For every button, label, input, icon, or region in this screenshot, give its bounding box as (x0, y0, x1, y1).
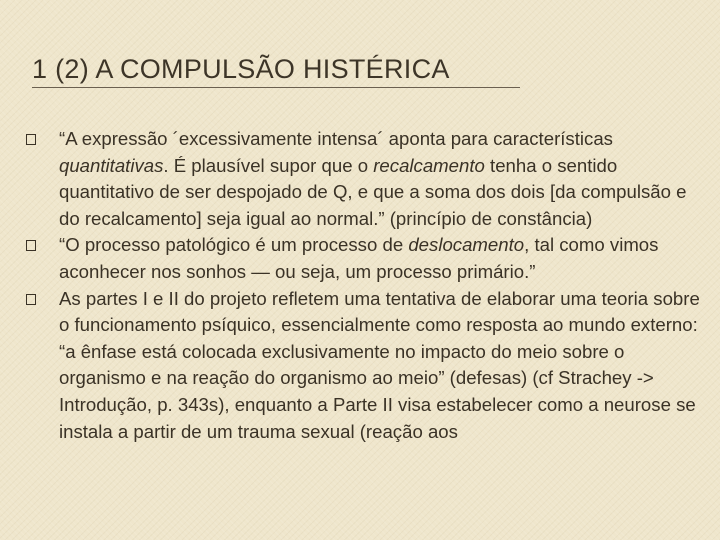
bullet-text: “A expressão ´excessivamente intensa´ aponta para características quantitativas. É plausível supor que o recalcamento tenha o sentido quantitativo de ser despojado de Q, e que a soma dos dois [da compulsão e do recalcamento] seja igual ao normal.” (princípio de constância) (59, 128, 687, 229)
square-bullet-icon (26, 134, 36, 145)
emphasis-text: deslocamento (408, 234, 525, 256)
slide-title: 1 (2) A COMPULSÃO HISTÉRICA (32, 54, 450, 84)
bullet-item (26, 286, 706, 446)
emphasis-text: quantitativas (59, 154, 164, 176)
bullet-item (26, 126, 706, 232)
square-bullet-icon (26, 240, 36, 251)
bullet-text: “O processo patológico é um processo de deslocamento, tal como vimos aconhecer nos sonhos — ou seja, um processo primário.” (59, 234, 659, 282)
bullet-text: As partes I e II do projeto refletem uma tentativa de elaborar uma teoria sobre o funcionamento psíquico, essencialmente como resposta ao mundo externo: “a ênfase está colocada exclusivamente no impacto do meio sobre o organismo e na reação do organismo ao meio” (defesas) (cf Strachey -> Introdução, p. 343s), enquanto a Parte II visa estabelecer como a neurose se instala a partir de um trauma sexual (reação aos (59, 287, 700, 442)
bullet-item (26, 232, 706, 285)
square-bullet-icon (26, 294, 36, 305)
title-underline (32, 87, 520, 88)
emphasis-text: recalcamento (373, 154, 485, 176)
bullet-list (26, 126, 706, 445)
